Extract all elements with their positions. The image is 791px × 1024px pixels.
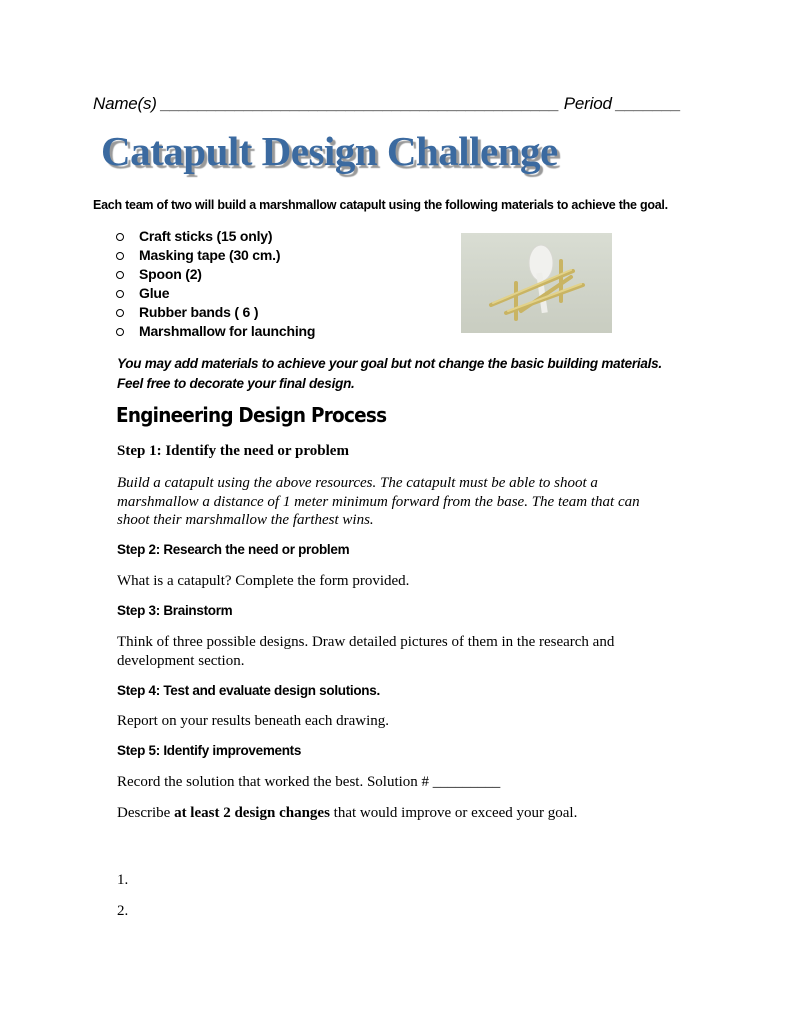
step-5-describe — [117, 804, 577, 823]
body-line: Build a catapult using the above resources. The catapult must be able to shoot a — [117, 475, 598, 491]
step-4-heading: Step 4: Test and evaluate design solutions. — [117, 683, 380, 698]
material-label: Craft sticks (15 only) — [139, 228, 273, 244]
body-line: marshmallow a distance of 1 meter minimum forward from the base. The team that can — [117, 493, 640, 510]
step-2-heading: Step 2: Research the need or problem — [117, 542, 350, 557]
circle-bullet-icon — [116, 290, 124, 298]
note-line: Feel free to decorate your final design. — [117, 376, 355, 391]
describe-emphasis: at least 2 design changes — [174, 805, 330, 821]
step-2-body: What is a catapult? Complete the form provided. — [117, 573, 410, 589]
step-5-solution-line: Record the solution that worked the best. Solution # _________ — [117, 774, 501, 790]
circle-bullet-icon — [116, 309, 124, 317]
note-text — [117, 354, 662, 394]
page-title: Catapult Design Challenge — [101, 128, 558, 174]
material-label: Spoon (2) — [139, 266, 202, 282]
step-3-heading: Step 3: Brainstorm — [117, 603, 233, 618]
name-period-line: Name(s) ___________________________________________ Period _______ — [93, 94, 682, 113]
material-label: Glue — [139, 285, 170, 301]
materials-list — [116, 227, 315, 341]
intro-text: Each team of two will build a marshmallow catapult using the following materials to achieve the goal. — [93, 198, 668, 212]
circle-bullet-icon — [116, 233, 124, 241]
list-item — [116, 284, 315, 303]
section-heading: Engineering Design Process — [116, 403, 387, 427]
material-label: Rubber bands ( 6 ) — [139, 304, 259, 320]
step-4-body: Report on your results beneath each drawing. — [117, 713, 389, 729]
step-3-body — [117, 633, 614, 670]
describe-prefix: Describe — [117, 805, 175, 821]
step-1-heading: Step 1: Identify the need or problem — [117, 443, 349, 459]
list-item — [116, 265, 315, 284]
circle-bullet-icon — [116, 252, 124, 260]
body-line: Think of three possible designs. Draw detailed pictures of them in the research and — [117, 634, 615, 650]
answer-number-1: 1. — [117, 872, 129, 888]
step-1-body — [117, 474, 640, 530]
body-line: development section. — [117, 652, 245, 669]
describe-suffix: that would improve or exceed your goal. — [329, 805, 578, 821]
catapult-illustration-icon — [461, 233, 612, 333]
list-item — [116, 322, 315, 341]
list-item — [116, 227, 315, 246]
list-item — [116, 303, 315, 322]
list-item — [116, 246, 315, 265]
step-5-heading: Step 5: Identify improvements — [117, 743, 302, 758]
material-label: Masking tape (30 cm.) — [139, 247, 281, 263]
body-line: shoot their marshmallow the farthest wins. — [117, 512, 374, 528]
answer-number-2: 2. — [117, 903, 129, 919]
note-line: You may add materials to achieve your goal but not change the basic building materials. — [117, 356, 662, 371]
circle-bullet-icon — [116, 271, 124, 279]
catapult-photo — [461, 233, 612, 333]
material-label: Marshmallow for launching — [139, 323, 316, 339]
circle-bullet-icon — [116, 328, 124, 336]
